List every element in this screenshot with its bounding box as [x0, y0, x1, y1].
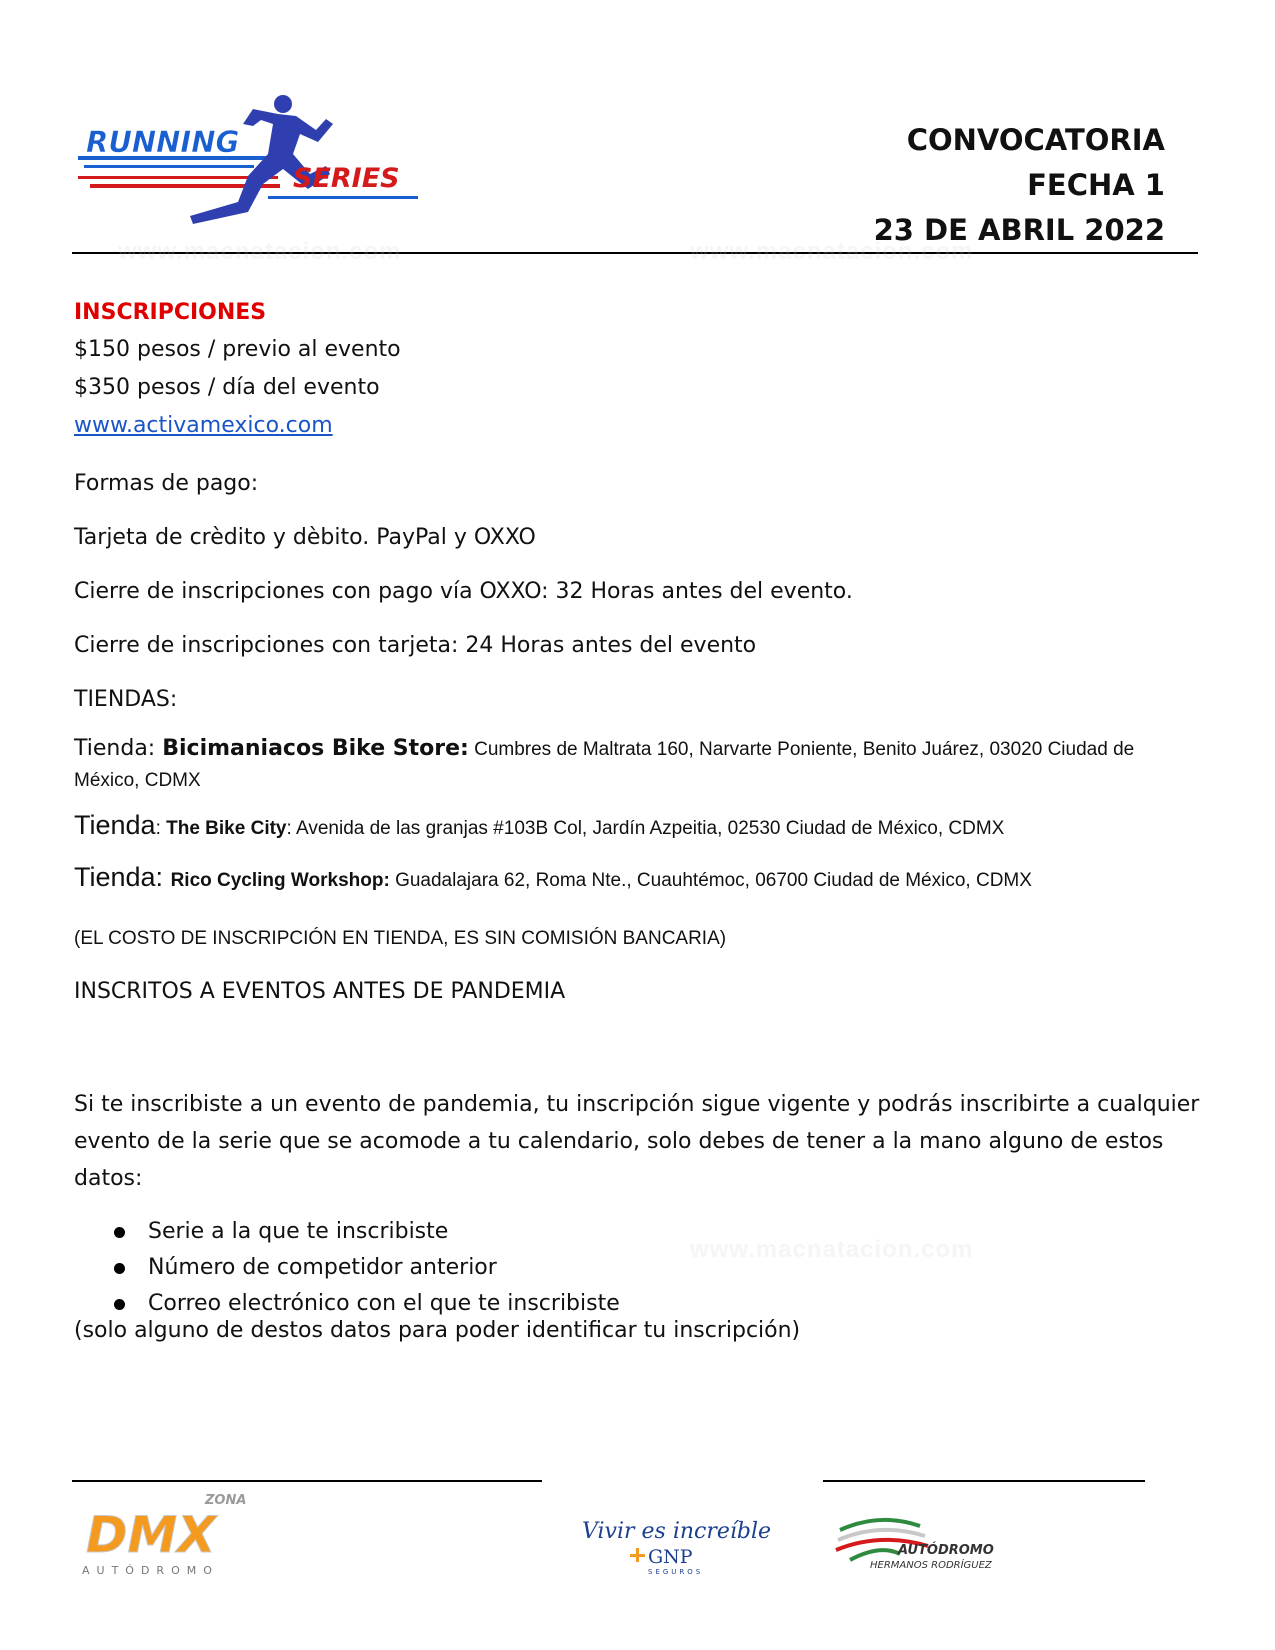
- heading-fecha: FECHA 1: [1027, 168, 1165, 202]
- autodromo-line2: HERMANOS RODRÍGUEZ: [870, 1560, 992, 1571]
- store-colon: :: [155, 818, 167, 839]
- website-link[interactable]: www.activamexico.com: [74, 413, 333, 438]
- gnp-brand: GNP: [648, 1546, 693, 1568]
- watermark: www.macnatacion.com: [690, 238, 974, 265]
- zona-dmx-logo: [80, 1490, 260, 1580]
- price-previo: $150 pesos / previo al evento: [74, 337, 401, 362]
- data-bullet-list: [108, 1214, 620, 1322]
- bullet-icon: [114, 1299, 125, 1310]
- payment-title: Formas de pago:: [74, 471, 259, 496]
- price-dia-evento: $350 pesos / día del evento: [74, 375, 380, 400]
- list-item: [108, 1214, 620, 1250]
- store-item: [74, 862, 1204, 896]
- footer-divider-right: [823, 1480, 1145, 1482]
- list-item: [108, 1250, 620, 1286]
- pandemia-title: INSCRITOS A EVENTOS ANTES DE PANDEMIA: [74, 979, 566, 1004]
- heading-date: 23 DE ABRIL 2022: [873, 213, 1165, 247]
- closing-note: (solo alguno de destos datos para poder identificar tu inscripción): [74, 1318, 801, 1343]
- autodromo-line1: AUTÓDROMO: [898, 1543, 994, 1558]
- watermark: www.macnatacion.com: [690, 1236, 974, 1263]
- footer-divider-left: [72, 1480, 542, 1482]
- watermark: www.macnatacion.com: [118, 238, 402, 265]
- store-address: Guadalajara 62, Roma Nte., Cuauhtémoc, 06700 Ciudad de México, CDMX: [389, 870, 1032, 891]
- autodromo-logo: [830, 1510, 1030, 1580]
- gnp-logo: [580, 1510, 790, 1590]
- store-label: Tienda:: [74, 736, 163, 761]
- store-item: [74, 810, 1204, 844]
- store-address: : Avenida de las granjas #103B Col, Jardín Azpeitia, 02530 Ciudad de México, CDMX: [286, 818, 1005, 839]
- list-item: [108, 1286, 620, 1322]
- store-address: Cumbres de Maltrata 160, Narvarte Poniente, Benito Juárez, 03020 Ciudad de México, CDMX: [74, 739, 1135, 791]
- store-name: Bicimaniacos Bike Store:: [162, 736, 469, 761]
- dmx-brand-text: DMX: [86, 1506, 216, 1564]
- close-card: Cierre de inscripciones con tarjeta: 24 Horas antes del evento: [74, 633, 757, 658]
- bullet-icon: [114, 1263, 125, 1274]
- bullet-text: Número de competidor anterior: [148, 1255, 497, 1280]
- running-series-logo: [78, 94, 438, 234]
- bullet-text: Serie a la que te inscribiste: [148, 1219, 449, 1244]
- heading-convocatoria: CONVOCATORIA: [906, 123, 1165, 157]
- bullet-icon: [114, 1227, 125, 1238]
- event-heading: [874, 118, 1165, 253]
- gnp-star-icon: [630, 1548, 645, 1562]
- gnp-sub: SEGUROS: [648, 1568, 704, 1576]
- store-note: (EL COSTO DE INSCRIPCIÓN EN TIENDA, ES SIN COMISIÓN BANCARIA): [74, 928, 727, 949]
- pandemia-paragraph: Si te inscribiste a un evento de pandemia, tu inscripción sigue vigente y podrás inscribirte a cualquier evento de la serie que se acomode a tu calendario, solo debes de tener a la mano alguno de estos datos:: [74, 1092, 1200, 1191]
- payment-methods: Tarjeta de crèdito y dèbito. PayPal y OXXO: [74, 525, 536, 550]
- logo-word-running: RUNNING: [86, 125, 240, 159]
- close-oxxo: Cierre de inscripciones con pago vía OXXO: 32 Horas antes del evento.: [74, 579, 853, 604]
- bullet-text: Correo electrónico con el que te inscribiste: [148, 1291, 620, 1316]
- store-name: Rico Cycling Workshop:: [170, 870, 390, 891]
- section-title-inscripciones: INSCRIPCIONES: [74, 300, 267, 325]
- store-item: [74, 734, 1204, 796]
- logo-word-series: SERIES: [293, 163, 400, 194]
- store-label: Tienda: [74, 810, 156, 840]
- stores-title: TIENDAS:: [74, 687, 178, 712]
- dmx-sub-text: AUTÓDROMO: [82, 1564, 219, 1577]
- gnp-slogan: Vivir es increíble: [582, 1519, 772, 1544]
- store-label: Tienda:: [74, 862, 171, 892]
- store-name: The Bike City: [166, 818, 287, 839]
- dmx-zona-text: ZONA: [205, 1493, 247, 1508]
